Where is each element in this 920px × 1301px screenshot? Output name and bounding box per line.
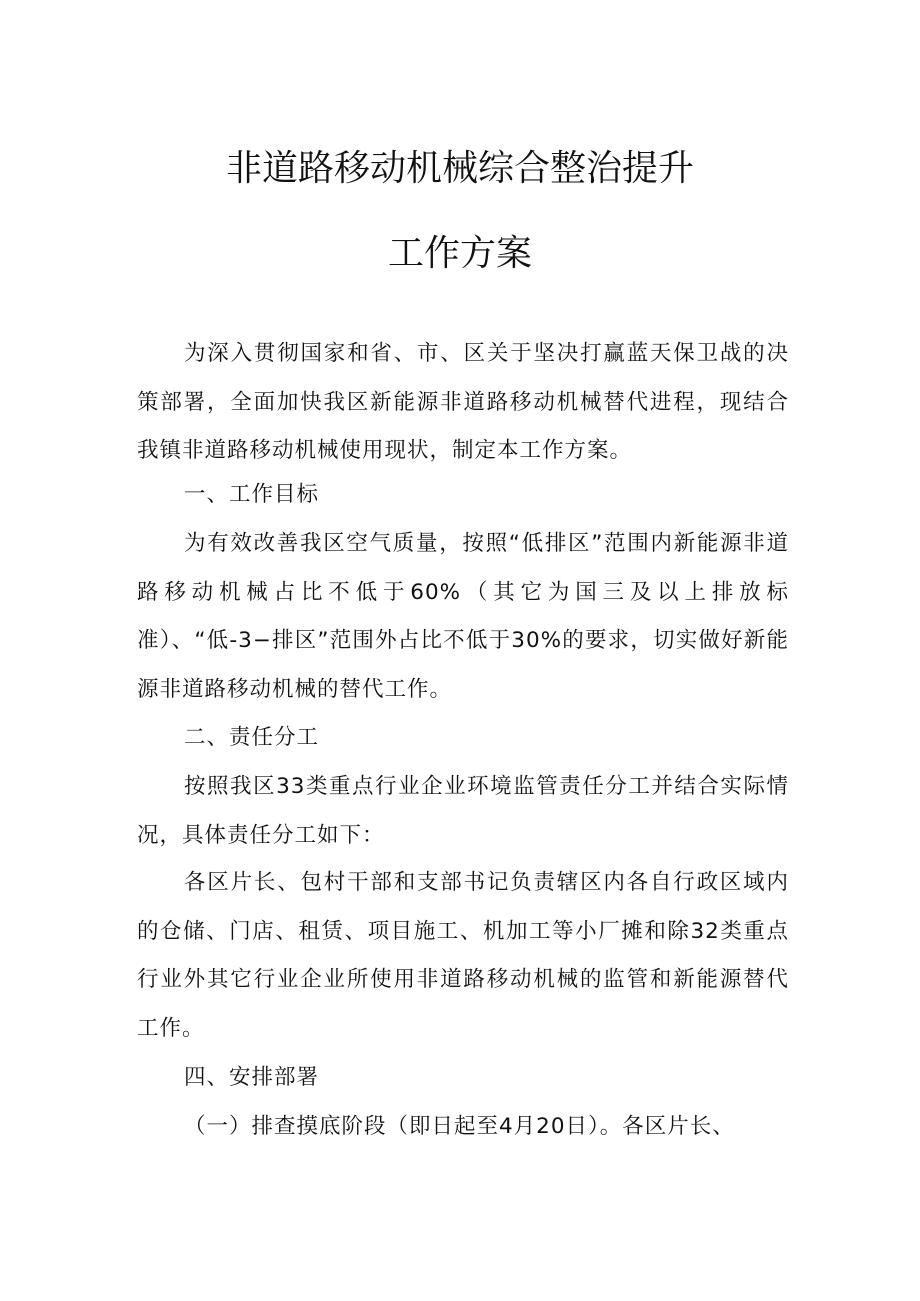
section-heading-arrangement: 四、安排部署 (184, 1065, 320, 1090)
intro-paragraph: 为深入贯彻国家和省、市、区关于坚决打赢蓝天保卫战的决策部署，全面加快我区新能源非道路移动机械替代进程，现结合我镇非道路移动机械使用现状，制定本工作方案。 (137, 341, 789, 464)
section-heading-goals: 一、工作目标 (184, 482, 320, 507)
goals-paragraph: 为有效改善我区空气质量，按照“低排区”范围内新能源非道路移动机械占比不低于60%（其它为国三及以上排放标准）、“低-3−排区”范围外占比不低于30%的要求，切实做好新能源非道路移动机械的替代工作。 (137, 531, 789, 702)
document-title-line2: 工作方案 (387, 233, 532, 274)
document-title-line1: 非道路移动机械综合整治提升 (225, 148, 694, 189)
responsibility-paragraph-2: 各区片长、包村干部和支部书记负责辖区内各自行政区域内的仓储、门店、租赁、项目施工、机加工等小厂摊和除32类重点行业外其它行业企业所使用非道路移动机械的监管和新能源替代工作。 (137, 870, 789, 1041)
section-heading-responsibility: 二、责任分工 (184, 725, 320, 750)
responsibility-paragraph-1: 按照我区33类重点行业企业环境监管责任分工并结合实际情况，具体责任分工如下： (137, 774, 789, 848)
arrangement-item-1: （一）排查摸底阶段（即日起至4月20日）。各区片长、 (184, 1114, 735, 1139)
